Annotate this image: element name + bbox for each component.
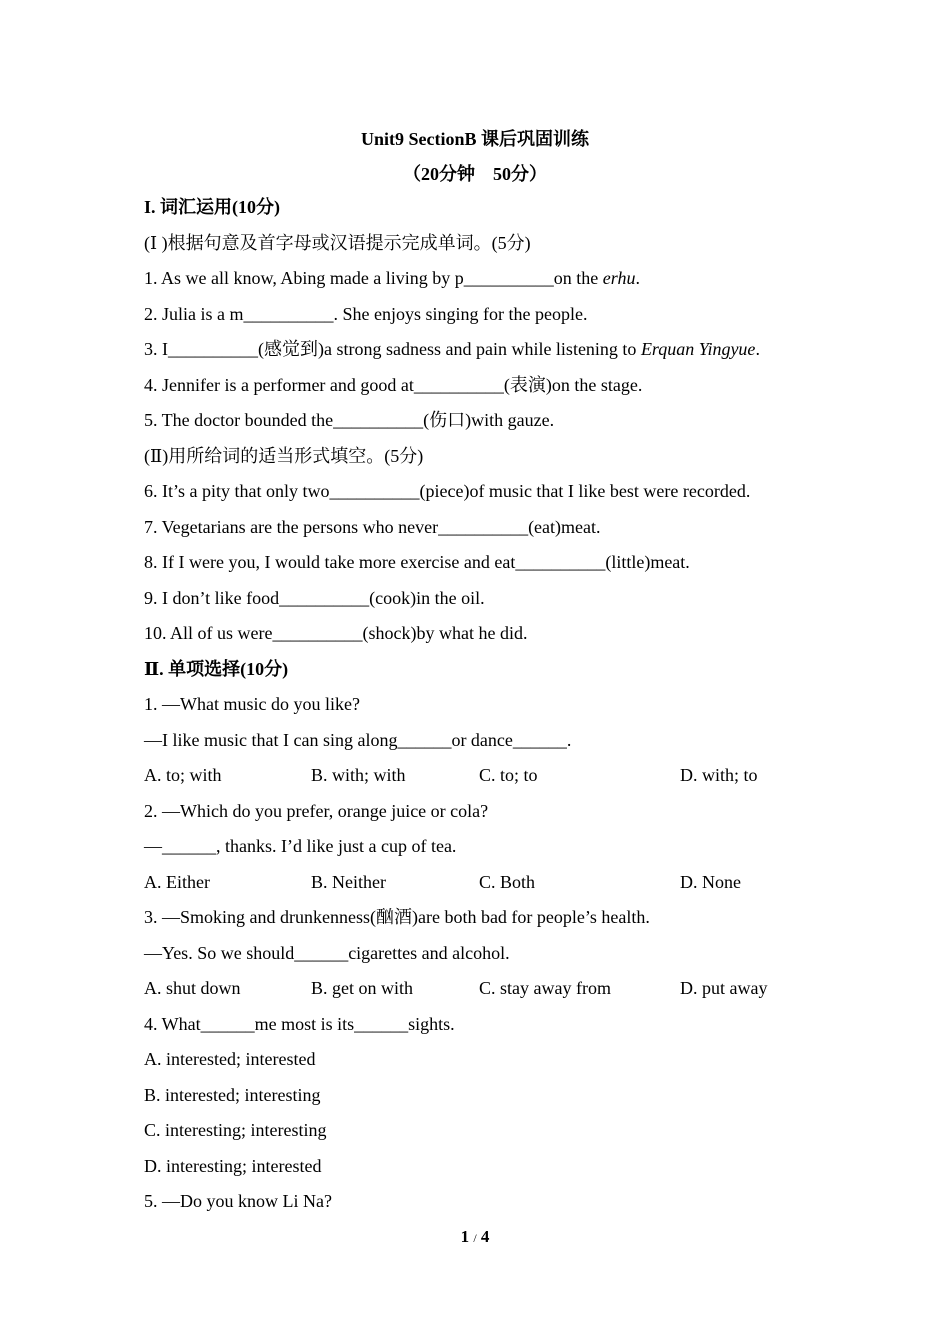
- page-subtitle: （20分钟 50分）: [403, 164, 547, 184]
- answer-option: C. to; to: [479, 765, 538, 785]
- page-current: 1: [460, 1227, 470, 1246]
- answer-options-row: [144, 975, 824, 1011]
- exercise-line: —Yes. So we should______cigarettes and alcohol.: [144, 942, 510, 963]
- exercise-line: 1. —What music do you like?: [144, 694, 360, 714]
- exercise-line: —______, thanks. I’d like just a cup of tea.: [144, 836, 457, 856]
- exercise-line: 6. It’s a pity that only two__________(piece)of music that I like best were recorded.: [144, 481, 751, 501]
- answer-option: A. to; with: [144, 765, 222, 785]
- exercise-line: 5. The doctor bounded the__________(伤口)with gauze.: [144, 410, 555, 430]
- answer-option: C. stay away from: [479, 978, 611, 998]
- section-heading: Ⅱ. 单项选择(10分): [144, 658, 289, 679]
- exercise-line: 3. —Smoking and drunkenness(酗酒)are both bad for people’s health.: [144, 907, 650, 927]
- exercise-line: A. interested; interested: [144, 1049, 316, 1069]
- exercise-line: 9. I don’t like food__________(cook)in the oil.: [144, 587, 485, 608]
- exercise-line: 10. All of us were__________(shock)by what he did.: [144, 623, 528, 643]
- page-title: Unit9 SectionB 课后巩固训练: [360, 129, 589, 149]
- answer-options-row: [144, 762, 824, 798]
- answer-option: A. shut down: [144, 978, 241, 998]
- exercise-line: 5. —Do you know Li Na?: [144, 1191, 332, 1211]
- exercise-line: 8. If I were you, I would take more exercise and eat__________(little)meat.: [144, 552, 690, 572]
- answer-option: A. Either: [144, 871, 210, 892]
- exercise-line: —I like music that I can sing along______or dance______.: [144, 729, 572, 750]
- exercise-line: 4. Jennifer is a performer and good at__________(表演)on the stage.: [144, 374, 643, 395]
- answer-option: C. Both: [479, 871, 536, 892]
- answer-option: B. get on with: [311, 978, 413, 998]
- section-heading: I. 词汇运用(10分): [144, 197, 280, 217]
- page-number: [0, 1227, 950, 1247]
- exercise-line: C. interesting; interesting: [144, 1120, 327, 1140]
- exercise-line: D. interesting; interested: [144, 1155, 322, 1176]
- answer-option: D. None: [680, 871, 741, 892]
- page-separator: /: [473, 1231, 477, 1245]
- exercise-line: 7. Vegetarians are the persons who never__________(eat)meat.: [144, 516, 601, 537]
- answer-option: D. with; to: [680, 765, 758, 785]
- exercise-line: 1. As we all know, Abing made a living by p__________on the erhu.: [144, 268, 640, 288]
- exercise-line: 3. I__________(感觉到)a strong sadness and pain while listening to Erquan Yingyue.: [144, 339, 760, 359]
- exercise-line: 2. Julia is a m__________. She enjoys singing for the people.: [144, 303, 588, 324]
- answer-option: D. put away: [680, 978, 768, 998]
- answer-options-row: [144, 869, 824, 905]
- exercise-line: (Ⅱ)用所给词的适当形式填空。(5分): [144, 445, 424, 466]
- exercise-line: 2. —Which do you prefer, orange juice or cola?: [144, 800, 489, 821]
- answer-option: B. Neither: [311, 871, 386, 892]
- exercise-line: B. interested; interesting: [144, 1084, 321, 1105]
- answer-option: B. with; with: [311, 765, 406, 785]
- exercise-line: 4. What______me most is its______sights.: [144, 1013, 455, 1034]
- page-total: 4: [480, 1227, 490, 1246]
- exercise-content: [144, 194, 824, 1224]
- exercise-line: (Ⅰ )根据句意及首字母或汉语提示完成单词。(5分): [144, 232, 531, 253]
